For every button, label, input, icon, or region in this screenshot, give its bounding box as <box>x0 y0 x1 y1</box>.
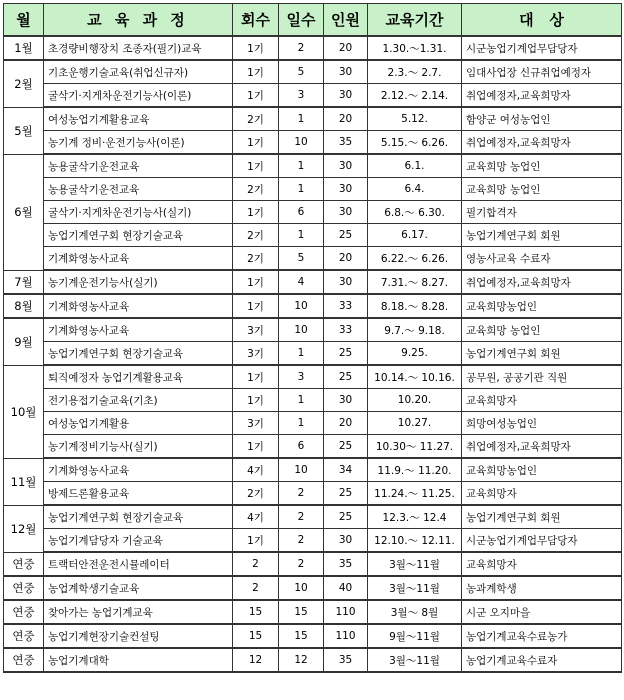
table-row <box>4 154 622 178</box>
days-cell: 2 <box>279 529 324 553</box>
days-cell: 1 <box>279 412 324 435</box>
table-row <box>4 458 622 482</box>
table-row <box>4 131 622 155</box>
period-cell: 6.4. <box>368 178 462 201</box>
table-row <box>4 270 622 294</box>
table-row <box>4 529 622 553</box>
people-cell: 35 <box>324 552 368 576</box>
days-cell: 1 <box>279 107 324 131</box>
period-cell: 7.31.～ 8.27. <box>368 270 462 294</box>
course-cell: 농업기계연구회 현장기술교육 <box>44 505 233 529</box>
sessions-cell: 2기 <box>233 247 279 271</box>
table-row <box>4 482 622 506</box>
days-cell: 1 <box>279 224 324 247</box>
table-row <box>4 318 622 342</box>
target-cell: 시군농업기계업무담당자 <box>462 36 622 60</box>
target-cell: 희망여성농업인 <box>462 412 622 435</box>
target-cell: 교육희망 농업인 <box>462 154 622 178</box>
target-cell: 취업예정자,교육희망자 <box>462 270 622 294</box>
target-cell: 취업예정자,교육희망자 <box>462 131 622 155</box>
table-row <box>4 178 622 201</box>
sessions-cell: 2기 <box>233 178 279 201</box>
days-cell: 10 <box>279 458 324 482</box>
sessions-cell: 12 <box>233 648 279 672</box>
period-cell: 9.7.～ 9.18. <box>368 318 462 342</box>
table-row <box>4 505 622 529</box>
people-cell: 30 <box>324 60 368 84</box>
target-cell: 농과계학생 <box>462 576 622 600</box>
sessions-cell: 1기 <box>233 389 279 412</box>
header-month: 월 <box>4 4 44 37</box>
table-row <box>4 435 622 459</box>
course-cell: 굴삭기·지게차운전기능사(실기) <box>44 201 233 224</box>
table-row <box>4 60 622 84</box>
days-cell: 2 <box>279 505 324 529</box>
period-cell: 6.17. <box>368 224 462 247</box>
month-cell: 11월 <box>4 458 44 505</box>
course-cell: 농용굴삭기운전교육 <box>44 154 233 178</box>
target-cell: 교육희망자 <box>462 389 622 412</box>
period-cell: 2.12.～ 2.14. <box>368 84 462 108</box>
people-cell: 30 <box>324 529 368 553</box>
period-cell: 5.15.～ 6.26. <box>368 131 462 155</box>
days-cell: 15 <box>279 600 324 624</box>
course-cell: 기계화영농사교육 <box>44 247 233 271</box>
table-row <box>4 36 622 60</box>
course-cell: 농업계학생기술교육 <box>44 576 233 600</box>
days-cell: 1 <box>279 389 324 412</box>
month-cell: 연중 <box>4 648 44 672</box>
course-cell: 농업기계연구회 현장기술교육 <box>44 224 233 247</box>
period-cell: 3월～11월 <box>368 648 462 672</box>
target-cell: 영농사교육 수료자 <box>462 247 622 271</box>
period-cell: 10.30～ 11.27. <box>368 435 462 459</box>
people-cell: 30 <box>324 84 368 108</box>
table-row <box>4 342 622 366</box>
days-cell: 1 <box>279 178 324 201</box>
target-cell: 필기합격자 <box>462 201 622 224</box>
course-cell: 초경량비행장치 조종자(필기)교육 <box>44 36 233 60</box>
target-cell: 교육희망 농업인 <box>462 318 622 342</box>
people-cell: 25 <box>324 224 368 247</box>
header-people: 인원 <box>324 4 368 37</box>
period-cell: 12.3.～ 12.4 <box>368 505 462 529</box>
header-period: 교육기간 <box>368 4 462 37</box>
course-cell: 여성농업기계활용 <box>44 412 233 435</box>
course-cell: 농용굴삭기운전교육 <box>44 178 233 201</box>
table-row <box>4 224 622 247</box>
course-cell: 기계화영농사교육 <box>44 458 233 482</box>
course-cell: 농업기계연구회 현장기술교육 <box>44 342 233 366</box>
days-cell: 12 <box>279 648 324 672</box>
course-cell: 기초운행기술교육(취업신규자) <box>44 60 233 84</box>
people-cell: 20 <box>324 107 368 131</box>
course-cell: 농기계 정비·운전기능사(이론) <box>44 131 233 155</box>
course-cell: 여성농업기계활용교육 <box>44 107 233 131</box>
people-cell: 30 <box>324 201 368 224</box>
days-cell: 5 <box>279 247 324 271</box>
target-cell: 교육희망농업인 <box>462 458 622 482</box>
people-cell: 33 <box>324 318 368 342</box>
people-cell: 20 <box>324 412 368 435</box>
course-cell: 굴삭기·지게차운전기능사(이론) <box>44 84 233 108</box>
target-cell: 농업기계연구회 회원 <box>462 342 622 366</box>
course-cell: 기계화영농사교육 <box>44 318 233 342</box>
days-cell: 5 <box>279 60 324 84</box>
sessions-cell: 1기 <box>233 435 279 459</box>
table-header <box>4 4 622 37</box>
month-cell: 12월 <box>4 505 44 552</box>
days-cell: 4 <box>279 270 324 294</box>
people-cell: 40 <box>324 576 368 600</box>
days-cell: 10 <box>279 131 324 155</box>
table-body <box>4 36 622 672</box>
target-cell: 농업기계연구회 회원 <box>462 505 622 529</box>
days-cell: 10 <box>279 294 324 318</box>
period-cell: 11.9.～ 11.20. <box>368 458 462 482</box>
table-row <box>4 365 622 389</box>
month-cell: 6월 <box>4 154 44 270</box>
days-cell: 10 <box>279 576 324 600</box>
header-course: 교 육 과 정 <box>44 4 233 37</box>
sessions-cell: 1기 <box>233 365 279 389</box>
sessions-cell: 2기 <box>233 482 279 506</box>
sessions-cell: 2기 <box>233 107 279 131</box>
sessions-cell: 1기 <box>233 131 279 155</box>
sessions-cell: 15 <box>233 600 279 624</box>
month-cell: 연중 <box>4 552 44 576</box>
period-cell: 8.18.～ 8.28. <box>368 294 462 318</box>
people-cell: 25 <box>324 365 368 389</box>
period-cell: 5.12. <box>368 107 462 131</box>
days-cell: 15 <box>279 624 324 648</box>
header-sessions: 회수 <box>233 4 279 37</box>
days-cell: 10 <box>279 318 324 342</box>
period-cell: 2.3.～ 2.7. <box>368 60 462 84</box>
target-cell: 농업기계교육수료농가 <box>462 624 622 648</box>
header-days: 일수 <box>279 4 324 37</box>
target-cell: 취업예정자,교육희망자 <box>462 435 622 459</box>
target-cell: 교육희망농업인 <box>462 294 622 318</box>
month-cell: 9월 <box>4 318 44 365</box>
course-cell: 농기계운전기능사(실기) <box>44 270 233 294</box>
period-cell: 11.24.～ 11.25. <box>368 482 462 506</box>
sessions-cell: 2 <box>233 576 279 600</box>
period-cell: 12.10.～ 12.11. <box>368 529 462 553</box>
table-row <box>4 552 622 576</box>
table-row <box>4 84 622 108</box>
month-cell: 연중 <box>4 600 44 624</box>
people-cell: 34 <box>324 458 368 482</box>
course-cell: 농업기계담당자 기술교육 <box>44 529 233 553</box>
sessions-cell: 4기 <box>233 458 279 482</box>
sessions-cell: 2기 <box>233 224 279 247</box>
table-row <box>4 412 622 435</box>
target-cell: 시군 오지마을 <box>462 600 622 624</box>
month-cell: 2월 <box>4 60 44 107</box>
target-cell: 공무원, 공공기관 직원 <box>462 365 622 389</box>
sessions-cell: 1기 <box>233 270 279 294</box>
table-row <box>4 389 622 412</box>
sessions-cell: 1기 <box>233 294 279 318</box>
table-row <box>4 576 622 600</box>
people-cell: 30 <box>324 154 368 178</box>
schedule-table-wrapper <box>3 3 622 673</box>
sessions-cell: 3기 <box>233 412 279 435</box>
course-cell: 퇴직예정자 농업기계활용교육 <box>44 365 233 389</box>
period-cell: 10.20. <box>368 389 462 412</box>
period-cell: 6.1. <box>368 154 462 178</box>
month-cell: 연중 <box>4 576 44 600</box>
table-row <box>4 247 622 271</box>
sessions-cell: 1기 <box>233 84 279 108</box>
sessions-cell: 15 <box>233 624 279 648</box>
people-cell: 25 <box>324 342 368 366</box>
training-schedule-table <box>3 3 622 673</box>
month-cell: 8월 <box>4 294 44 318</box>
period-cell: 10.27. <box>368 412 462 435</box>
people-cell: 35 <box>324 131 368 155</box>
table-row <box>4 648 622 672</box>
days-cell: 3 <box>279 84 324 108</box>
people-cell: 110 <box>324 624 368 648</box>
people-cell: 33 <box>324 294 368 318</box>
sessions-cell: 3기 <box>233 318 279 342</box>
course-cell: 방제드론활용교육 <box>44 482 233 506</box>
course-cell: 농기계정비기능사(실기) <box>44 435 233 459</box>
table-row <box>4 624 622 648</box>
course-cell: 트랙터안전운전시뮬레이터 <box>44 552 233 576</box>
course-cell: 전기용접기술교육(기초) <box>44 389 233 412</box>
period-cell: 1.30.～1.31. <box>368 36 462 60</box>
people-cell: 20 <box>324 247 368 271</box>
sessions-cell: 3기 <box>233 342 279 366</box>
sessions-cell: 1기 <box>233 529 279 553</box>
sessions-cell: 1기 <box>233 36 279 60</box>
days-cell: 3 <box>279 365 324 389</box>
course-cell: 농업기계대학 <box>44 648 233 672</box>
sessions-cell: 4기 <box>233 505 279 529</box>
people-cell: 20 <box>324 36 368 60</box>
month-cell: 10월 <box>4 365 44 458</box>
people-cell: 30 <box>324 270 368 294</box>
course-cell: 찾아가는 농업기계교육 <box>44 600 233 624</box>
target-cell: 농업기계교육수료자 <box>462 648 622 672</box>
days-cell: 2 <box>279 36 324 60</box>
target-cell: 취업예정자,교육희망자 <box>462 84 622 108</box>
period-cell: 6.8.～ 6.30. <box>368 201 462 224</box>
sessions-cell: 1기 <box>233 60 279 84</box>
days-cell: 1 <box>279 154 324 178</box>
target-cell: 시군농업기계업무담당자 <box>462 529 622 553</box>
header-row <box>4 4 622 37</box>
people-cell: 25 <box>324 482 368 506</box>
days-cell: 2 <box>279 552 324 576</box>
period-cell: 6.22.～ 6.26. <box>368 247 462 271</box>
table-row <box>4 600 622 624</box>
table-row <box>4 107 622 131</box>
month-cell: 연중 <box>4 624 44 648</box>
sessions-cell: 1기 <box>233 154 279 178</box>
days-cell: 1 <box>279 342 324 366</box>
days-cell: 6 <box>279 201 324 224</box>
people-cell: 25 <box>324 505 368 529</box>
period-cell: 9월～11월 <box>368 624 462 648</box>
period-cell: 10.14.～ 10.16. <box>368 365 462 389</box>
sessions-cell: 1기 <box>233 201 279 224</box>
sessions-cell: 2 <box>233 552 279 576</box>
people-cell: 30 <box>324 389 368 412</box>
month-cell: 5월 <box>4 107 44 154</box>
target-cell: 함양군 여성농업인 <box>462 107 622 131</box>
table-row <box>4 201 622 224</box>
period-cell: 9.25. <box>368 342 462 366</box>
table-row <box>4 294 622 318</box>
days-cell: 2 <box>279 482 324 506</box>
people-cell: 35 <box>324 648 368 672</box>
target-cell: 농업기계연구회 회원 <box>462 224 622 247</box>
people-cell: 110 <box>324 600 368 624</box>
days-cell: 6 <box>279 435 324 459</box>
period-cell: 3월～ 8월 <box>368 600 462 624</box>
target-cell: 교육희망자 <box>462 552 622 576</box>
period-cell: 3월～11월 <box>368 576 462 600</box>
people-cell: 30 <box>324 178 368 201</box>
month-cell: 1월 <box>4 36 44 60</box>
course-cell: 기계화영농사교육 <box>44 294 233 318</box>
people-cell: 25 <box>324 435 368 459</box>
course-cell: 농업기계현장기술컨설팅 <box>44 624 233 648</box>
month-cell: 7월 <box>4 270 44 294</box>
header-target: 대 상 <box>462 4 622 37</box>
period-cell: 3월～11월 <box>368 552 462 576</box>
target-cell: 교육희망 농업인 <box>462 178 622 201</box>
target-cell: 임대사업장 신규취업예정자 <box>462 60 622 84</box>
target-cell: 교육희망자 <box>462 482 622 506</box>
